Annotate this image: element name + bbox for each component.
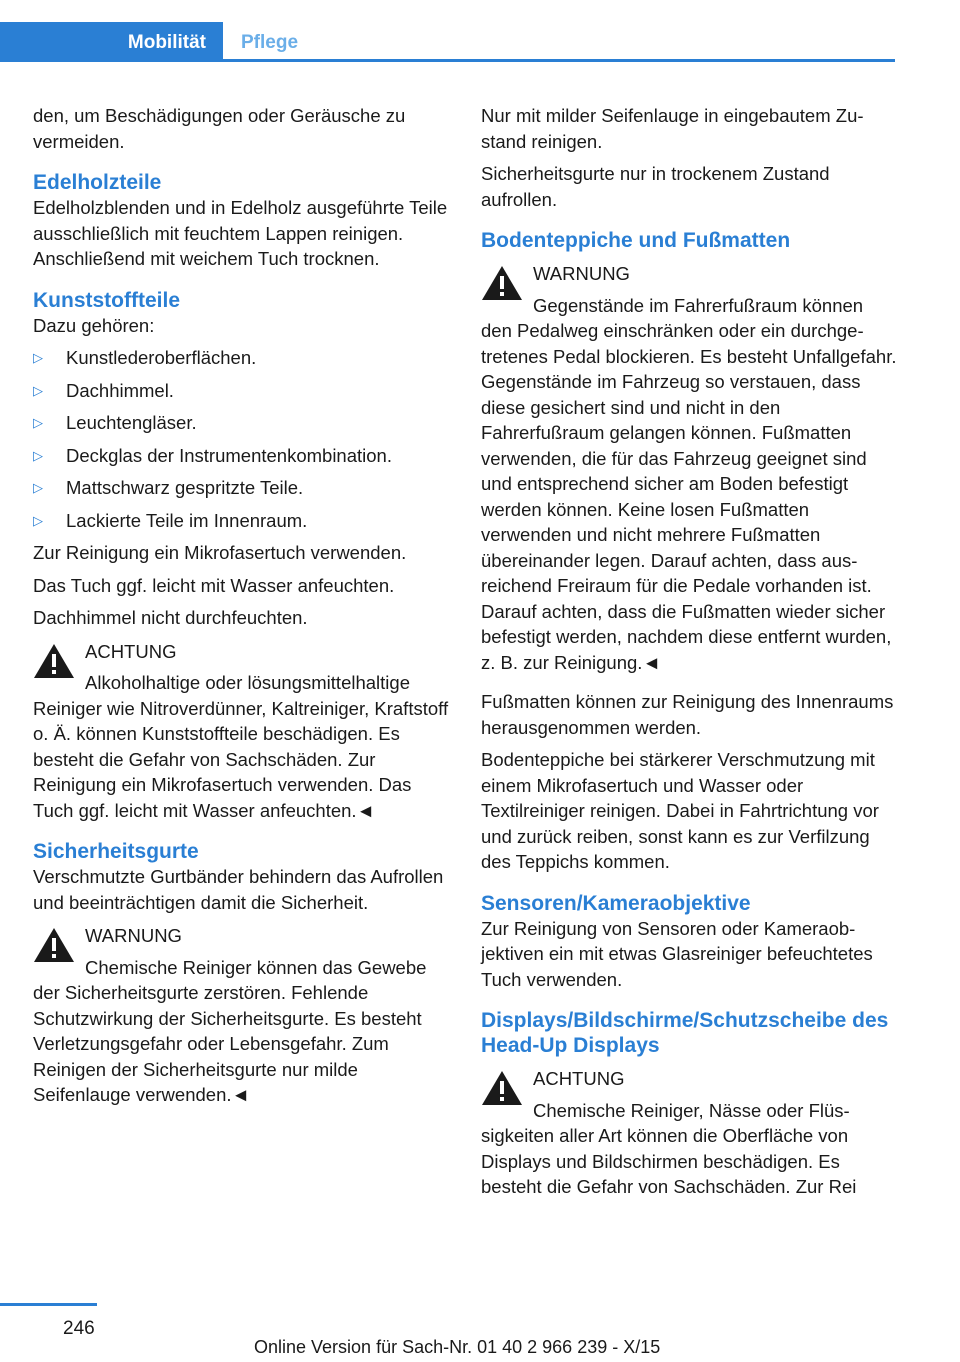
triangle-right-icon: ▷ bbox=[33, 350, 43, 365]
list-item-text: Deckglas der Instrumentenkombination. bbox=[66, 444, 392, 466]
caution-box bbox=[481, 1066, 899, 1200]
list-item bbox=[33, 443, 451, 469]
warning-triangle-icon bbox=[33, 927, 75, 963]
warning-box bbox=[481, 261, 899, 675]
caution-title: ACHTUNG bbox=[85, 640, 177, 662]
paragraph: Verschmutzte Gurtbänder behindern das Aufrollen und beeinträchtigen damit die Sicherheit. bbox=[33, 866, 444, 913]
triangle-right-icon: ▷ bbox=[33, 512, 43, 528]
warning-text: Gegenstände im Fahrerfußraum können den Pedalweg einschränken oder ein durchgetretenes Pedal blockieren. Es besteht Unfallgefahr. Gegenstände im Fahrzeug so verstauen, dass diese gesichert sind und nicht in den Fahrerfußraum gelangen können. Fußmatten verwenden, die für das Fahrzeug geeignet sind und entsprechend sicher am Boden befestigt werden können. Keine losen Fußmatten verwenden und nicht mehrere Fußmatten übereinander legen. Darauf achten, dass ausreichend Freiraum für die Pedale vorhanden ist. Darauf achten, dass die Fußmatten wieder sicher befestigt werden, nachdem diese entfernt wurden, z. B. zur Reinigung.◄ bbox=[481, 294, 897, 673]
left-column bbox=[33, 103, 451, 1122]
footer-text: Online Version für Sach-Nr. 01 40 2 966 239 - X/15 bbox=[254, 1337, 661, 1357]
bullet-list bbox=[33, 345, 451, 533]
tab-mobilitaet-label: Mobilität bbox=[127, 32, 206, 53]
right-column bbox=[481, 103, 899, 1214]
paragraph: Das Tuch ggf. leicht mit Wasser anfeuchten. bbox=[33, 574, 395, 596]
list-item-text: Dachhimmel. bbox=[66, 379, 174, 401]
paragraph: Zur Reinigung ein Mikrofasertuch verwenden. bbox=[33, 542, 407, 563]
tab-mobilitaet[interactable] bbox=[0, 22, 223, 62]
tab-underline bbox=[223, 59, 895, 62]
paragraph: Edelholzblenden und in Edelholz ausgeführte Teile ausschließlich mit feuchtem Lappen reinigen. Anschließend mit weichem Tuch trocknen. bbox=[33, 197, 448, 269]
section-heading-kunststoffteile: Kunststoffteile bbox=[33, 288, 180, 312]
paragraph: Zur Reinigung von Sensoren oder Kameraobjektiven ein mit etwas Glasreiniger befeuchtetes Tuch verwenden. bbox=[481, 917, 873, 990]
chapter-tabs bbox=[0, 22, 895, 62]
tab-pflege[interactable]: Pflege bbox=[241, 32, 299, 53]
warning-box bbox=[33, 923, 451, 1108]
paragraph: Sicherheitsgurte nur in trockenem Zustand aufrollen. bbox=[481, 163, 830, 210]
section-heading-sicherheitsgurte: Sicherheitsgurte bbox=[33, 840, 199, 863]
list-item-text: Mattschwarz gespritzte Teile. bbox=[66, 477, 304, 498]
caution-box bbox=[33, 639, 451, 824]
warning-title: WARNUNG bbox=[533, 263, 630, 284]
caution-text: Alkoholhaltige oder lösungsmittelhaltige Reiniger wie Nitroverdünner, Kaltreiniger, Kraftstoff o. Ä. können Kunststoffteile beschädigen. Es besteht die Gefahr von Sachschäden. Zur Reinigung ein Mikrofasertuch verwenden. Das Tuch ggf. leicht mit Wasser anfeuchten.◄ bbox=[33, 672, 449, 821]
warning-triangle-icon bbox=[481, 265, 523, 301]
list-item bbox=[33, 475, 451, 501]
paragraph: Fußmatten können zur Reinigung des Innenraums herausgenommen werden. bbox=[481, 691, 894, 738]
caution-title: ACHTUNG bbox=[533, 1068, 625, 1089]
paragraph: Bodenteppiche bei stärkerer Verschmutzung mit einem Mikrofasertuch und Wasser oder Textilreiniger reinigen. Dabei in Fahrtrichtung vor und zurück reiben, sonst kann es zur Verfilzung des Teppichs kommen. bbox=[481, 749, 879, 872]
list-item-text: Lackierte Teile im Innenraum. bbox=[66, 509, 308, 531]
page-number-bar bbox=[0, 1303, 97, 1306]
warning-title: WARNUNG bbox=[85, 925, 182, 946]
triangle-right-icon: ▷ bbox=[33, 415, 43, 430]
warning-text: Chemische Reiniger können das Gewebe der Sicherheitsgurte zerstören. Fehlende Schutzwirkung der Sicherheitsgurte. Es besteht Verletzungsgefahr oder Lebensgefahr. Zum Reinigen der Sicherheitsgurte nur milde Seifenlauge verwenden.◄ bbox=[33, 956, 427, 1105]
page-number: 246 bbox=[63, 1318, 95, 1339]
section-heading-edelholzteile: Edelholzteile bbox=[33, 171, 162, 194]
triangle-right-icon: ▷ bbox=[33, 447, 43, 463]
list-item-text: Leuchtengläser. bbox=[66, 412, 197, 433]
paragraph: Nur mit milder Seifenlauge in eingebautem Zustand reinigen. bbox=[481, 105, 864, 152]
list-item bbox=[33, 378, 451, 404]
caution-text: Chemische Reiniger, Nässe oder Flüssigkeiten aller Art können die Oberfläche von Displays und Bildschirmen beschädigen. Es besteht die Gefahr von Sachschäden. Zur Rei bbox=[481, 1099, 857, 1197]
warning-triangle-icon bbox=[481, 1070, 523, 1106]
section-heading-bodenteppiche: Bodenteppiche und Fußmatten bbox=[481, 229, 791, 252]
list-item bbox=[33, 410, 451, 436]
section-heading-displays: Displays/Bildschirme/Schutzscheibe des Head-Up Displays bbox=[481, 1009, 889, 1057]
paragraph: den, um Beschädigungen oder Geräusche zu vermeiden. bbox=[33, 105, 406, 152]
paragraph: Dachhimmel nicht durchfeuchten. bbox=[33, 607, 308, 628]
list-item bbox=[33, 508, 451, 534]
warning-triangle-icon bbox=[33, 643, 75, 679]
triangle-right-icon: ▷ bbox=[33, 382, 43, 398]
list-item-text: Kunstlederoberflächen. bbox=[66, 347, 257, 368]
triangle-right-icon: ▷ bbox=[33, 480, 43, 495]
paragraph: Dazu gehören: bbox=[33, 314, 155, 336]
section-heading-sensoren: Sensoren/Kameraobjektive bbox=[481, 891, 751, 915]
list-item bbox=[33, 345, 451, 371]
